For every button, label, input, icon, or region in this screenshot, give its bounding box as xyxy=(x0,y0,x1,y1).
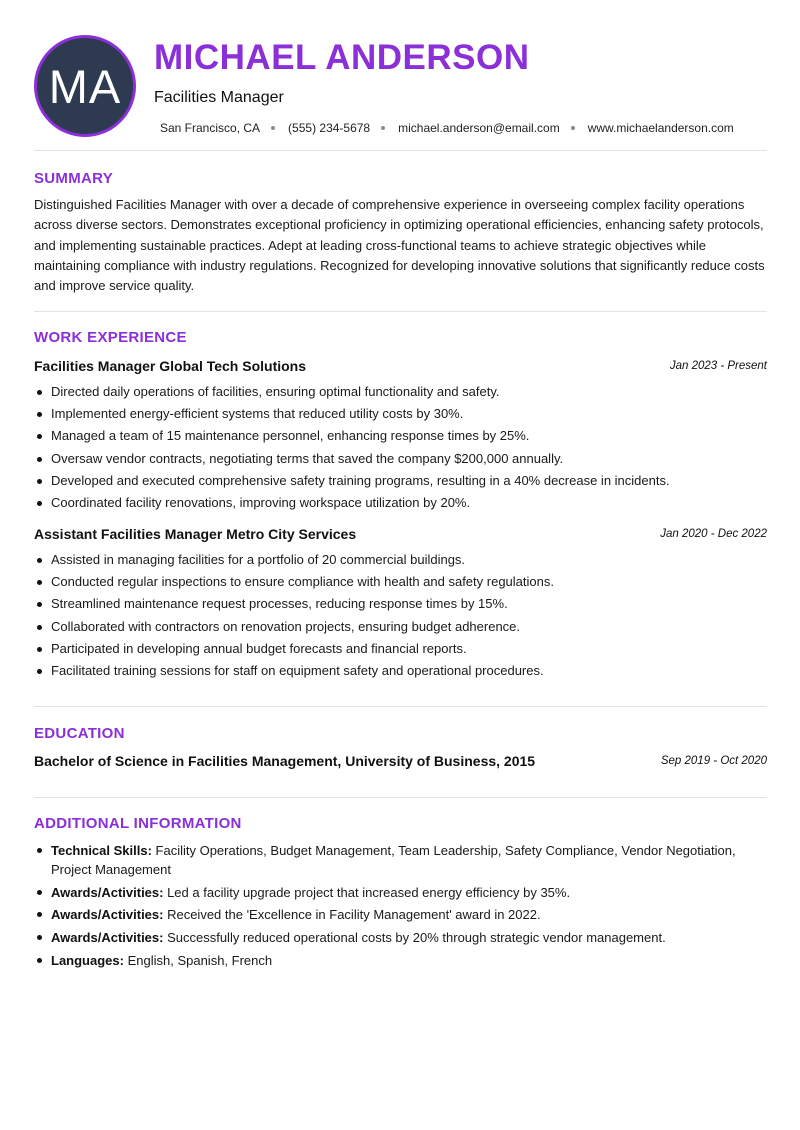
info-label: Awards/Activities: xyxy=(51,907,164,922)
info-text: Facility Operations, Budget Management, Team Leadership, Safety Compliance, Vendor Negotiation, Project Management xyxy=(51,843,736,877)
list-item xyxy=(34,951,767,970)
education-dates: Sep 2019 - Oct 2020 xyxy=(660,755,767,767)
list-item: Implemented energy-efficient systems that reduced utility costs by 30%. xyxy=(34,403,767,425)
job-dates: Jan 2023 - Present xyxy=(669,360,767,372)
info-label: Technical Skills: xyxy=(51,843,152,858)
info-text: Successfully reduced operational costs by 20% through strategic vendor management. xyxy=(163,929,666,945)
job-bullets xyxy=(34,549,767,682)
job-role: Assistant Facilities Manager Metro City Services xyxy=(34,526,357,542)
info-label: Awards/Activities: xyxy=(51,929,164,945)
avatar xyxy=(34,35,136,137)
section-divider xyxy=(34,706,767,707)
list-item xyxy=(34,841,767,879)
job-header xyxy=(34,358,767,378)
job-header xyxy=(34,526,767,546)
list-item: Participated in developing annual budget forecasts and financial reports. xyxy=(34,638,767,660)
education-heading: EDUCATION xyxy=(34,725,125,742)
list-item xyxy=(34,928,767,947)
summary-heading: SUMMARY xyxy=(34,170,114,187)
info-label: Awards/Activities: xyxy=(51,884,164,900)
additional-heading: ADDITIONAL INFORMATION xyxy=(34,815,242,832)
job-title: Facilities Manager xyxy=(154,89,284,106)
info-text: Led a facility upgrade project that increased energy efficiency by 35%. xyxy=(163,884,571,900)
contact-phone: (555) 234-5678 xyxy=(288,121,371,135)
contact-line xyxy=(160,121,734,135)
info-text: English, Spanish, French xyxy=(123,952,273,968)
experience-heading: WORK EXPERIENCE xyxy=(34,329,187,346)
contact-location: San Francisco, CA xyxy=(160,121,261,135)
section-divider xyxy=(34,150,767,151)
list-item: Conducted regular inspections to ensure compliance with health and safety regulations. xyxy=(34,571,767,593)
list-item: Directed daily operations of facilities, ensuring optimal functionality and safety. xyxy=(34,381,767,403)
summary-text: Distinguished Facilities Manager with over a decade of comprehensive experience in overseeing complex facility operations across diverse sectors. Demonstrates exceptional proficiency in optimizing operational efficiencies, enhancing safety protocols, and implementing sustainable practices. Adept at leading cross-functional teams to achieve strategic objectives while maintaining compliance with industry regulations. Recognized for developing innovative solutions that significantly reduce costs and improve service quality. xyxy=(34,197,765,294)
list-item: Streamlined maintenance request processes, reducing response times by 15%. xyxy=(34,593,767,615)
separator-dot xyxy=(571,126,575,130)
separator-dot xyxy=(271,126,275,130)
job-dates: Jan 2020 - Dec 2022 xyxy=(660,528,767,540)
section-divider xyxy=(34,797,767,798)
separator-dot xyxy=(381,126,385,130)
contact-email[interactable]: michael.anderson@email.com xyxy=(398,121,560,135)
additional-list xyxy=(34,841,767,973)
avatar-initials: MA xyxy=(48,59,122,113)
education-entry xyxy=(34,753,767,773)
degree: Bachelor of Science in Facilities Management, University of Business, 2015 xyxy=(34,753,536,769)
contact-website[interactable]: www.michaelanderson.com xyxy=(587,121,734,135)
job-bullets xyxy=(34,381,767,514)
list-item: Developed and executed comprehensive safety training programs, resulting in a 40% decrease in incidents. xyxy=(34,470,767,492)
resume-page xyxy=(34,0,767,1130)
candidate-name: MICHAEL ANDERSON xyxy=(154,38,530,77)
list-item: Assisted in managing facilities for a portfolio of 20 commercial buildings. xyxy=(34,549,767,571)
list-item: Collaborated with contractors on renovation projects, ensuring budget adherence. xyxy=(34,616,767,638)
info-label: Languages: xyxy=(51,952,124,968)
info-text: Received the 'Excellence in Facility Management' award in 2022. xyxy=(163,907,541,922)
section-divider xyxy=(34,311,767,312)
list-item xyxy=(34,883,767,902)
list-item: Facilitated training sessions for staff on equipment safety and operational procedures. xyxy=(34,660,767,682)
list-item: Oversaw vendor contracts, negotiating terms that saved the company $200,000 annually. xyxy=(34,448,767,470)
list-item: Coordinated facility renovations, improving workspace utilization by 20%. xyxy=(34,492,767,514)
list-item xyxy=(34,905,767,924)
job-role: Facilities Manager Global Tech Solutions xyxy=(34,358,307,374)
list-item: Managed a team of 15 maintenance personnel, enhancing response times by 25%. xyxy=(34,425,767,447)
